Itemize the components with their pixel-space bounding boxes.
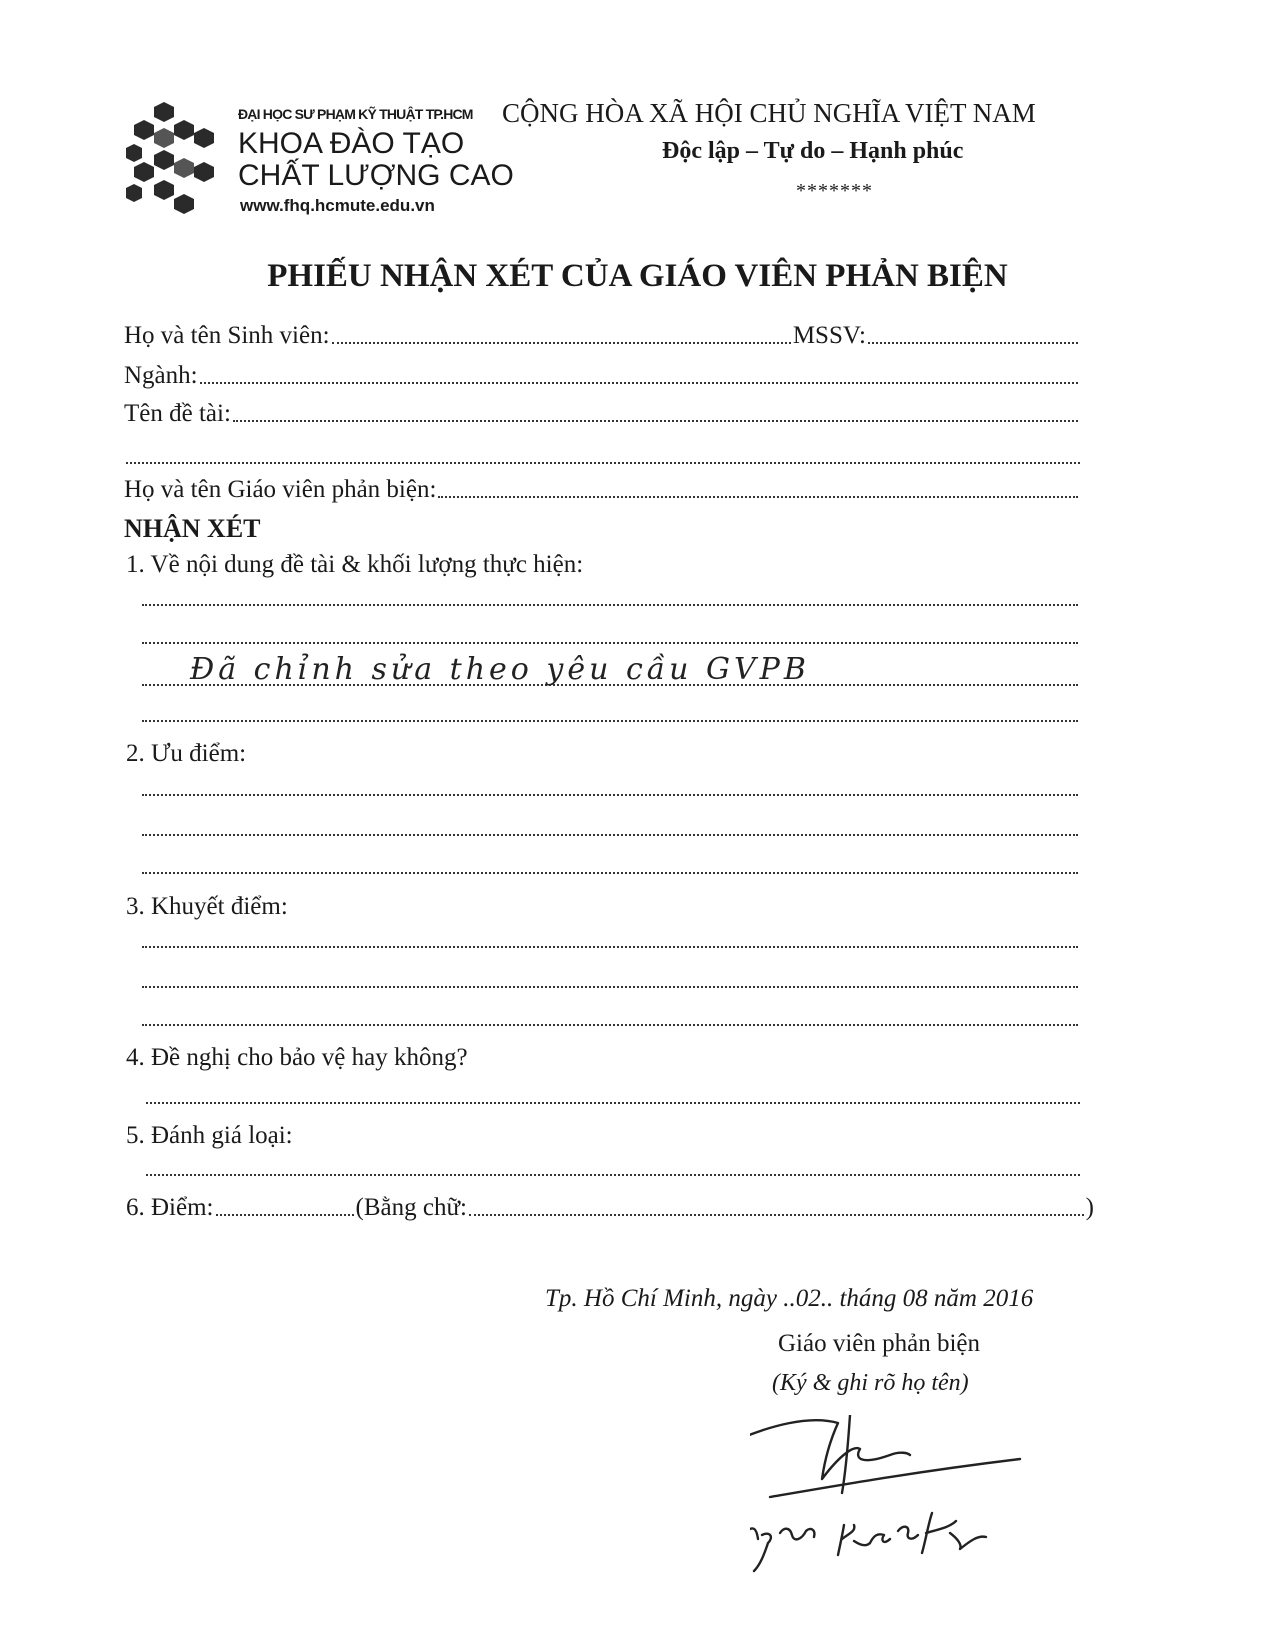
content-line-2[interactable]	[142, 642, 1078, 644]
faculty-line-1: KHOA ĐÀO TẠO	[238, 127, 465, 160]
website-url: www.fhq.hcmute.edu.vn	[240, 196, 435, 215]
defense-line[interactable]	[146, 1102, 1080, 1104]
score-label: 6. Điểm:	[126, 1194, 214, 1221]
question-defense: 4. Đề nghị cho bảo vệ hay không?	[126, 1044, 468, 1071]
faculty-name	[238, 128, 514, 192]
weaknesses-line-2[interactable]	[142, 986, 1078, 988]
student-name-field[interactable]	[332, 342, 791, 344]
review-heading: NHẬN XÉT	[124, 514, 261, 543]
motto-stars: *******	[796, 180, 873, 202]
topic-field-line-2[interactable]	[126, 462, 1080, 464]
student-id-label: MSSV:	[792, 322, 866, 349]
score-words-field[interactable]	[469, 1214, 1084, 1216]
place-date: Tp. Hồ Chí Minh, ngày ..02.. tháng 08 năm 2016	[545, 1285, 1034, 1312]
weaknesses-line-3[interactable]	[142, 1024, 1078, 1026]
major-field[interactable]	[200, 382, 1078, 384]
question-content: 1. Về nội dung đề tài & khối lượng thực hiện:	[126, 551, 584, 578]
major-row	[124, 362, 1080, 390]
rating-line[interactable]	[146, 1174, 1080, 1176]
reviewer-signature	[750, 1415, 1090, 1615]
reviewer-label: Họ và tên Giáo viên phản biện:	[124, 476, 437, 503]
question-rating: 5. Đánh giá loại:	[126, 1122, 293, 1149]
strengths-line-3[interactable]	[142, 872, 1078, 874]
question-strengths: 2. Ưu điểm:	[126, 740, 247, 767]
student-name-label: Họ và tên Sinh viên:	[124, 322, 330, 349]
student-id-field[interactable]	[868, 342, 1078, 344]
nation-title: CỘNG HÒA XÃ HỘI CHỦ NGHĨA VIỆT NAM	[502, 98, 1036, 128]
topic-row	[124, 400, 1080, 428]
form-title: PHIẾU NHẬN XÉT CỦA GIÁO VIÊN PHẢN BIỆN	[267, 258, 1008, 294]
score-words-label: (Bằng chữ:	[355, 1194, 467, 1221]
reviewer-field[interactable]	[438, 496, 1078, 498]
strengths-line-2[interactable]	[142, 834, 1078, 836]
content-answer-handwritten: Đã chỉnh sửa theo yêu cầu GVPB	[190, 652, 810, 687]
content-line-1[interactable]	[142, 604, 1078, 606]
score-field[interactable]	[216, 1214, 354, 1216]
content-line-4[interactable]	[142, 720, 1078, 722]
student-name-row	[124, 322, 1080, 350]
strengths-line-1[interactable]	[142, 794, 1078, 796]
question-weaknesses: 3. Khuyết điểm:	[126, 893, 288, 920]
weaknesses-line-1[interactable]	[142, 946, 1078, 948]
reviewer-role: Giáo viên phản biện	[778, 1330, 981, 1357]
score-row	[126, 1194, 1094, 1222]
major-label: Ngành:	[124, 362, 198, 389]
sign-instruction: (Ký & ghi rõ họ tên)	[772, 1370, 969, 1396]
faculty-line-2: CHẤT LƯỢNG CAO	[238, 159, 514, 192]
national-motto: Độc lập – Tự do – Hạnh phúc	[662, 138, 964, 164]
topic-field[interactable]	[233, 420, 1078, 422]
reviewer-row	[124, 476, 1080, 504]
score-close-paren: )	[1085, 1194, 1094, 1221]
university-name: ĐẠI HỌC SƯ PHẠM KỸ THUẬT TP.HCM	[238, 106, 473, 122]
faculty-logo	[124, 100, 224, 220]
topic-label: Tên đề tài:	[124, 400, 231, 427]
